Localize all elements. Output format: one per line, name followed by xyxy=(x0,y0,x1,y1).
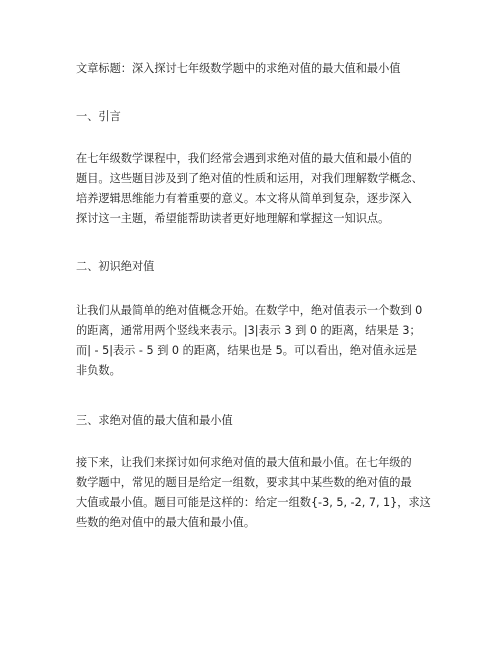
paragraph-line: 在七年级数学课程中，我们经常会遇到求绝对值的最大值和最小值的 xyxy=(76,152,412,165)
section-heading-max-min: 三、求绝对值的最大值和最小值 xyxy=(76,414,233,427)
section-heading-absolute-value: 二、初识绝对值 xyxy=(76,260,155,273)
section-heading-intro: 一、引言 xyxy=(76,110,121,123)
paragraph-line: 探讨这一主题，希望能帮助读者更好地理解和掌握这一知识点。 xyxy=(76,212,390,225)
paragraph-line: 让我们从最简单的绝对值概念开始。在数学中，绝对值表示一个数到 0 xyxy=(76,304,423,317)
paragraph-line: 些数的绝对值中的最大值和最小值。 xyxy=(76,516,256,529)
article-title: 文章标题：深入探讨七年级数学题中的求绝对值的最大值和最小值 xyxy=(76,62,401,75)
paragraph-line: 数学题中，常见的题目是给定一组数，要求其中某些数的绝对值的最 xyxy=(76,476,412,489)
paragraph-line: 而| - 5|表示 - 5 到 0 的距离，结果也是 5。可以看出，绝对值永远是 xyxy=(76,344,418,357)
paragraph-line: 接下来，让我们来探讨如何求绝对值的最大值和最小值。在七年级的 xyxy=(76,456,412,469)
paragraph-line: 大值或最小值。题目可能是这样的：给定一组数{-3, 5, -2, 7, 1}，求这 xyxy=(76,496,431,509)
paragraph-line: 培养逻辑思维能力有着重要的意义。本文将从简单到复杂，逐步深入 xyxy=(76,192,412,205)
paragraph-line: 题目。这些题目涉及到了绝对值的性质和运用，对我们理解数学概念、 xyxy=(76,172,423,185)
paragraph-line: 的距离，通常用两个竖线来表示。|3|表示 3 到 0 的距离，结果是 3； xyxy=(76,324,421,337)
paragraph-line: 非负数。 xyxy=(76,364,121,377)
